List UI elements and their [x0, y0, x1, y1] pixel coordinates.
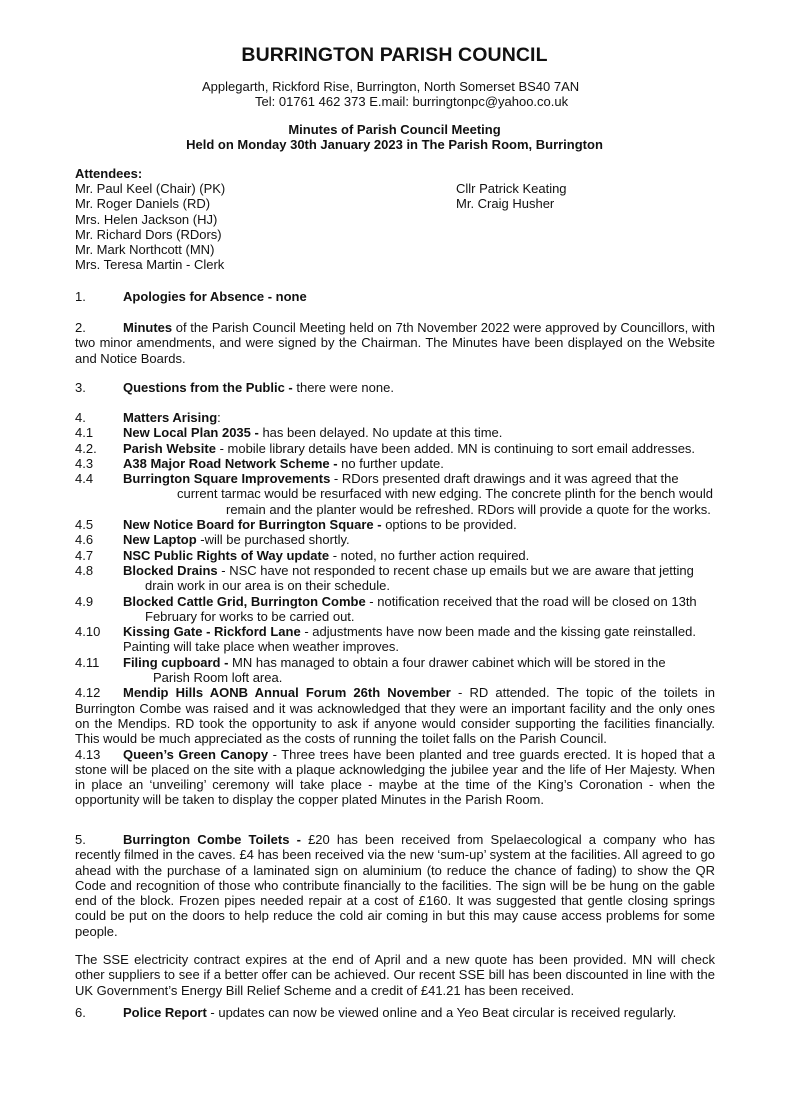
item-title: Matters Arising	[123, 410, 218, 425]
item-text: has been delayed. No update at this time.	[258, 425, 503, 441]
item-number: 4.3	[75, 455, 94, 471]
item-number: 4.2.	[75, 440, 97, 456]
item-title: A38 Major Road Network Scheme -	[123, 455, 338, 471]
council-contact: Tel: 01761 462 373 E.mail: burringtonpc@yahoo.co.uk	[255, 94, 569, 109]
item-text: :	[217, 410, 221, 425]
item-text: -will be purchased shortly.	[196, 532, 350, 548]
item-text: - Three trees have been planted and tree guards erected. It is hoped that a stone will be placed on the site with a plaque acknowledging the jubilee year and the life of Her Majesty. When in place an ‘unveiling’ ceremony will take place - maybe at the time of the King’s Coronation - when the opportunity will be taken to display the copper plated Minutes in the Parish Room.	[75, 746, 715, 808]
item-number: 4.13	[75, 746, 101, 762]
attendee: Mrs. Teresa Martin - Clerk	[75, 257, 225, 273]
item-1	[75, 289, 715, 304]
item-text: there were none.	[292, 380, 394, 395]
attendee: Mr. Mark Northcott (MN)	[75, 242, 215, 258]
item-title: New Local Plan 2035 -	[123, 425, 259, 441]
item-4-12	[75, 685, 715, 746]
meeting-title: Minutes of Parish Council Meeting	[288, 122, 501, 137]
item-4-11	[75, 655, 715, 670]
item-number: 4.9	[75, 593, 94, 609]
item-4-8	[75, 563, 715, 578]
item-4-8-line2: drain work in our area is on their schedule.	[145, 578, 390, 594]
item-title: Parish Website	[123, 440, 216, 456]
item-text: of the Parish Council Meeting held on 7th November 2022 were approved by Councillors, with two minor amendments, and were signed by the Chairman. The Minutes have been displayed on the Website and Notice Boards.	[75, 320, 715, 366]
item-title: Blocked Cattle Grid, Burrington Combe	[123, 593, 366, 609]
item-title: Burrington Square Improvements	[123, 471, 331, 487]
item-text: - mobile library details have been added. MN is continuing to sort email addresses.	[215, 440, 696, 456]
item-2	[75, 320, 715, 366]
item-4-6	[75, 532, 715, 547]
item-text: - adjustments have now been made and the kissing gate reinstalled.	[300, 624, 696, 640]
item-text: - noted, no further action required.	[329, 547, 530, 563]
attendee: Mr. Roger Daniels (RD)	[75, 196, 211, 212]
item-4-11-line2: Parish Room loft area.	[153, 670, 283, 686]
attendee: Mr. Craig Husher	[456, 196, 555, 212]
item-4-2	[75, 441, 715, 456]
item-4-4	[75, 471, 715, 486]
item-number: 5.	[75, 832, 86, 847]
item-4-9-line2: February for works to be carried out.	[145, 608, 355, 624]
attendees-left-column	[75, 181, 225, 273]
meeting-held: Held on Monday 30th January 2023 in The Parish Room, Burrington	[186, 137, 603, 152]
item-number: 6.	[75, 1005, 86, 1020]
item-4-1	[75, 425, 715, 440]
item-number: 4.8	[75, 562, 94, 578]
item-4-10	[75, 624, 715, 639]
item-text: - notification received that the road will be closed on 13th	[365, 593, 697, 609]
item-number: 4.11	[75, 654, 100, 670]
item-number: 4.5	[75, 517, 94, 533]
item-text: - updates can now be viewed online and a Yeo Beat circular is received regularly.	[206, 1005, 677, 1020]
item-title: Police Report	[123, 1005, 207, 1020]
item-title: Minutes	[123, 320, 173, 335]
item-text: £20 has been received from Spelaecological a company who has recently filmed in the caves. £4 has been received via the new ‘sum-up’ system at the facilities. All agreed to go ahead with the purchase of a laminated sign on aluminium (to reduce the chance of fading) to show the QR Code and recognition of those who contribute financially to the facilities. The sign will be be hung on the gable end of the block. Frozen pipes needed repair at a cost of £160. It was suggested that gentle closing springs could be put on the doors to help reduce the cold air coming in but this may cause access problems for some people.	[75, 832, 715, 939]
item-title: Apologies for Absence - none	[123, 289, 307, 304]
item-title: Filing cupboard -	[123, 654, 229, 670]
item-text: options to be provided.	[381, 517, 517, 533]
item-title: New Laptop	[123, 532, 197, 548]
item-title: Queen’s Green Canopy	[123, 746, 269, 762]
item-number: 4.4	[75, 471, 94, 487]
item-4-13	[75, 747, 715, 808]
item-title: Mendip Hills AONB Annual Forum 26th November	[123, 685, 451, 701]
item-number: 3.	[75, 380, 86, 395]
item-6	[75, 1005, 715, 1020]
council-title: BURRINGTON PARISH COUNCIL	[241, 44, 548, 66]
item-4-4-line2: current tarmac would be resurfaced with new edging. The concrete plinth for the bench would	[177, 486, 713, 502]
item-number: 4.7	[75, 547, 94, 563]
item-number: 1.	[75, 289, 86, 304]
item-4-7	[75, 548, 715, 563]
item-3	[75, 380, 715, 395]
attendee: Mrs. Helen Jackson (HJ)	[75, 211, 218, 227]
item-number: 4.12	[75, 685, 101, 701]
item-4	[75, 410, 715, 425]
item-4-4-line3: remain and the planter would be refreshed. RDors will provide a quote for the works.	[226, 501, 711, 517]
item-title: Blocked Drains	[123, 562, 218, 578]
council-address: Applegarth, Rickford Rise, Burrington, North Somerset BS40 7AN	[202, 79, 580, 94]
matters-arising	[75, 410, 715, 808]
attendees-heading: Attendees:	[75, 166, 143, 181]
item-number: 4.10	[75, 624, 101, 640]
item-4-10-line2: Painting will take place when weather improves.	[123, 639, 400, 655]
item-text: - RDors presented draft drawings and it was agreed that the	[330, 471, 679, 487]
item-number: 4.	[75, 410, 86, 425]
item-title: NSC Public Rights of Way update	[123, 547, 330, 563]
attendees-right-column	[456, 181, 567, 212]
item-title: Kissing Gate - Rickford Lane	[123, 624, 301, 640]
item-title: New Notice Board for Burrington Square -	[123, 517, 382, 533]
attendee: Mr. Richard Dors (RDors)	[75, 226, 222, 242]
item-title: Burrington Combe Toilets -	[123, 832, 301, 847]
item-text: no further update.	[337, 455, 444, 471]
attendee: Cllr Patrick Keating	[456, 181, 567, 196]
item-number: 2.	[75, 320, 86, 335]
item-5-paragraph-2: The SSE electricity contract expires at the end of April and a new quote has been provided. MN will check other suppliers to see if a better offer can be achieved. Our recent SSE bill has been discounted in line with the UK Government’s Energy Bill Relief Scheme and a credit of £41.21 has been received.	[75, 952, 715, 998]
item-number: 4.6	[75, 532, 94, 548]
item-4-3	[75, 456, 715, 471]
attendee: Mr. Paul Keel (Chair) (PK)	[75, 181, 226, 196]
item-text: - NSC have not responded to recent chase up emails but we are aware that jetting	[217, 562, 694, 578]
item-4-5	[75, 517, 715, 532]
item-text: - RD attended. The topic of the toilets in Burrington Combe was raised and it was acknowledged that they were an important facility and the only ones on the Mendips. RD took the opportunity to ask if anyone would consider supporting the facilities financially. This would be much appreciated as the costs of running the toilet falls on the Parish Council.	[75, 685, 715, 747]
item-4-9	[75, 594, 715, 609]
item-title: Questions from the Public -	[123, 380, 293, 395]
item-number: 4.1	[75, 425, 94, 441]
item-text: MN has managed to obtain a four drawer cabinet which will be stored in the	[228, 654, 666, 670]
item-5	[75, 832, 715, 939]
